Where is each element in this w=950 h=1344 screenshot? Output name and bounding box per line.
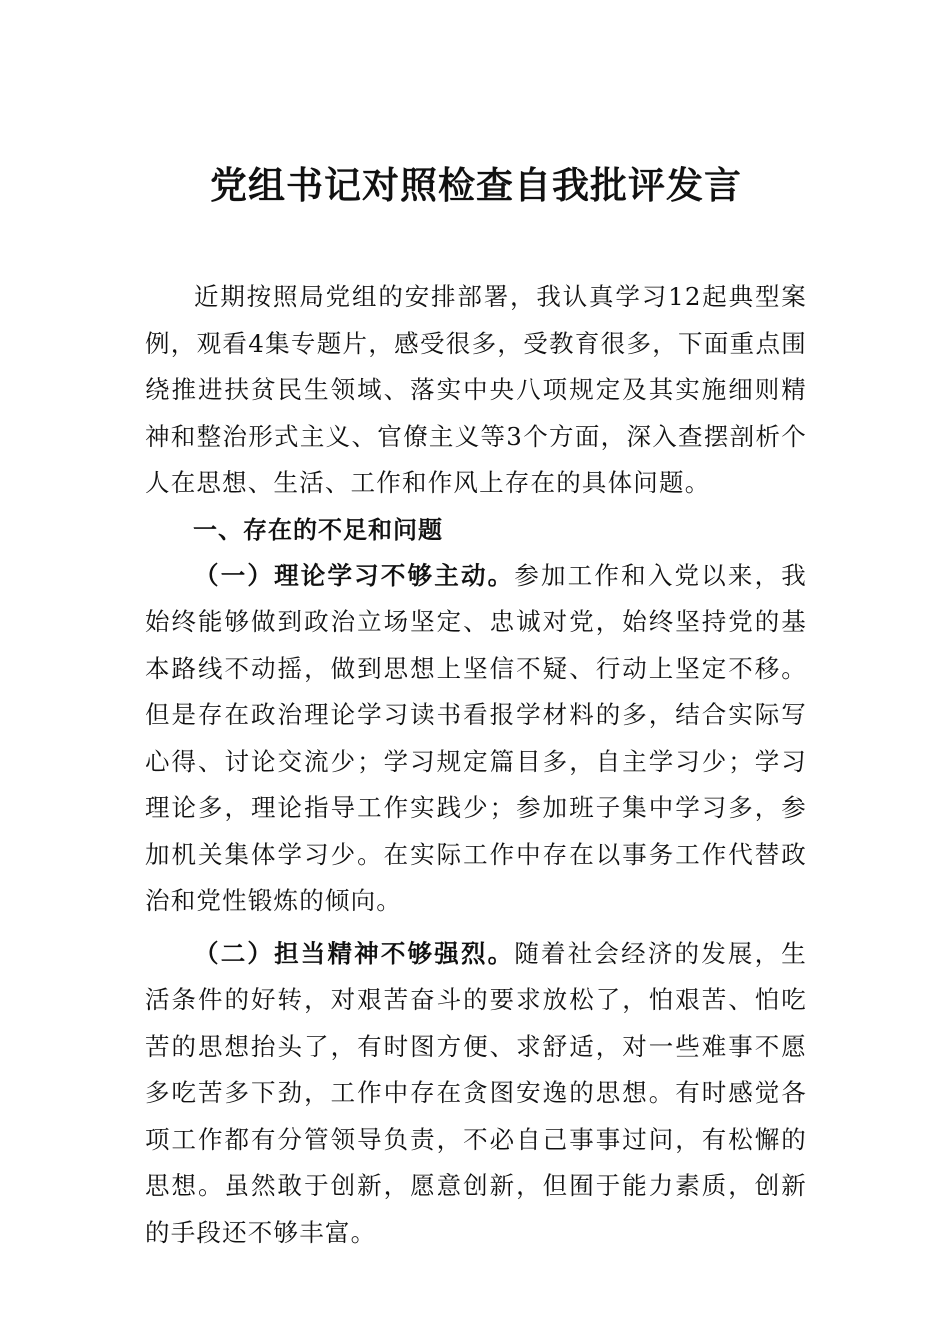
item-body-2: 随着社会经济的发展，生活条件的好转，对艰苦奋斗的要求放松了，怕艰苦、怕吃苦的思想抬头了，有时图方便、求舒适，对一些难事不愿多吃苦多下劲，工作中存在贪图安逸的思想。有时感觉各项工作都有分管领导负责，不必自己事事过问，有松懈的思想。虽然敢于创新，愿意创新，但囿于能力素质，创新的手段还不够丰富。 <box>145 938 807 1247</box>
intro-paragraph: 近期按照局党组的安排部署，我认真学习12起典型案例，观看4集专题片，感受很多，受教育很多，下面重点围绕推进扶贫民生领域、落实中央八项规定及其实施细则精神和整治形式主义、官僚主义等3个方面，深入查摆剖析个人在思想、生活、工作和作风上存在的具体问题。 <box>145 282 807 497</box>
document-page <box>145 150 807 1256</box>
section-heading: 一、存在的不足和问题 <box>193 515 443 544</box>
item-paragraph-2 <box>145 931 807 1257</box>
item-body-1: 参加工作和入党以来，我始终能够做到政治立场坚定、忠诚对党，始终坚持党的基本路线不动摇，做到思想上坚信不疑、行动上坚定不移。但是存在政治理论学习读书看报学材料的多，结合实际写心得、讨论交流少；学习规定篇目多，自主学习少；学习理论多，理论指导工作实践少；参加班子集中学习多，参加机关集体学习少。在实际工作中存在以事务工作代替政治和党性锻炼的倾向。 <box>145 560 807 915</box>
item-lead-2: （二）担当精神不够强烈。 <box>194 938 515 968</box>
document-title: 党组书记对照检查自我批评发言 <box>210 163 742 207</box>
item-paragraph-1 <box>145 553 807 925</box>
item-lead-1: （一）理论学习不够主动。 <box>194 560 515 590</box>
